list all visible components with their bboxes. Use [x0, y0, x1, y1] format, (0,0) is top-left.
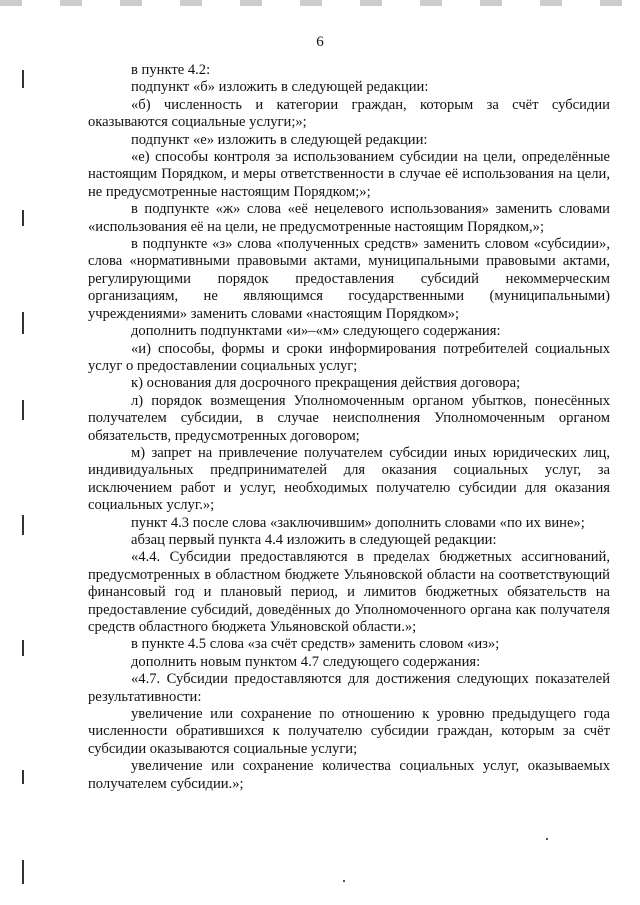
paragraph: «б) численность и категории граждан, которым за счёт субсидии оказываются социальные услуги;»;: [88, 96, 610, 131]
margin-mark: [22, 400, 24, 420]
scan-speck: [343, 880, 345, 882]
scan-speck: [546, 838, 548, 840]
paragraph: подпункт «е» изложить в следующей редакции:: [131, 131, 428, 148]
margin-mark: [22, 312, 24, 334]
paragraph: подпункт «б» изложить в следующей редакции:: [131, 79, 429, 96]
paragraph: «4.7. Субсидии предоставляются для достижения следующих показателей результативности:: [88, 671, 610, 705]
scan-top-artifact: [0, 0, 640, 6]
document-body: [88, 62, 610, 793]
paragraph: дополнить новым пунктом 4.7 следующего содержания:: [131, 653, 481, 670]
paragraph: в подпункте «ж» слова «её нецелевого использования» заменить словами «использования её на цели, не предусмотренные настоящим Порядком,»;: [88, 201, 610, 235]
paragraph: в пункте 4.5 слова «за счёт средств» заменить словом «из»;: [131, 636, 500, 653]
margin-mark: [22, 210, 24, 226]
margin-mark: [22, 770, 24, 784]
paragraph: л) порядок возмещения Уполномоченным органом убытков, понесённых получателем субсидии, в случае неисполнения Уполномоченным органом обязательств, предусмотренных договором;: [88, 392, 610, 444]
page-number: 6: [316, 34, 324, 50]
margin-mark: [22, 515, 24, 535]
paragraph: в пункте 4.2:: [131, 62, 211, 78]
paragraph: «и) способы, формы и сроки информирования потребителей социальных услуг о предоставлении социальных услуг;: [88, 340, 610, 374]
paragraph: «4.4. Субсидии предоставляются в пределах бюджетных ассигнований, предусмотренных в областном бюджете Ульяновской области на соответствующий финансовый год и плановый период, и лимитов бюджетных обязательств на предоставление субсидий, доведённых до Уполномоченного органа как получателя средств областного бюджета Ульяновской области.»;: [88, 549, 610, 635]
paragraph: «е) способы контроля за использованием субсидии на цели, определённые настоящим Порядком, и меры ответственности в случае её использования на цели, не предусмотренные настоящим Порядком;»;: [88, 149, 610, 200]
paragraph: к) основания для досрочного прекращения действия договора;: [131, 375, 521, 392]
paragraph: абзац первый пункта 4.4 изложить в следующей редакции:: [131, 531, 497, 548]
margin-mark: [22, 860, 24, 884]
paragraph: м) запрет на привлечение получателем субсидии иных юридических лиц, индивидуальных предпринимателей для оказания социальных услуг, за исключением работ и услуг, необходимых получателю субсидии для оказания социальных услуг.»;: [88, 444, 610, 514]
paragraph: в подпункте «з» слова «полученных средств» заменить словом «субсидии», слова «нормативными правовыми актами, муниципальными правовыми актами, регулирующими порядок предоставления субсидий некоммерческим организациям, не являющимся государственными (муниципальными) учреждениями» заменить словами «настоящим Порядком»;: [88, 236, 610, 322]
paragraph: пункт 4.3 после слова «заключившим» дополнить словами «по их вине»;: [131, 514, 585, 531]
paragraph: увеличение или сохранение по отношению к уровню предыдущего года численности обратившихся к получателю субсидии граждан, которым за счёт субсидии оказываются социальные услуги;: [88, 706, 610, 757]
margin-mark: [22, 640, 24, 656]
paragraph: увеличение или сохранение количества социальных услуг, оказываемых получателем субсидии.»;: [88, 758, 610, 792]
margin-mark: [22, 70, 24, 88]
paragraph: дополнить подпунктами «и»–«м» следующего содержания:: [131, 323, 501, 340]
